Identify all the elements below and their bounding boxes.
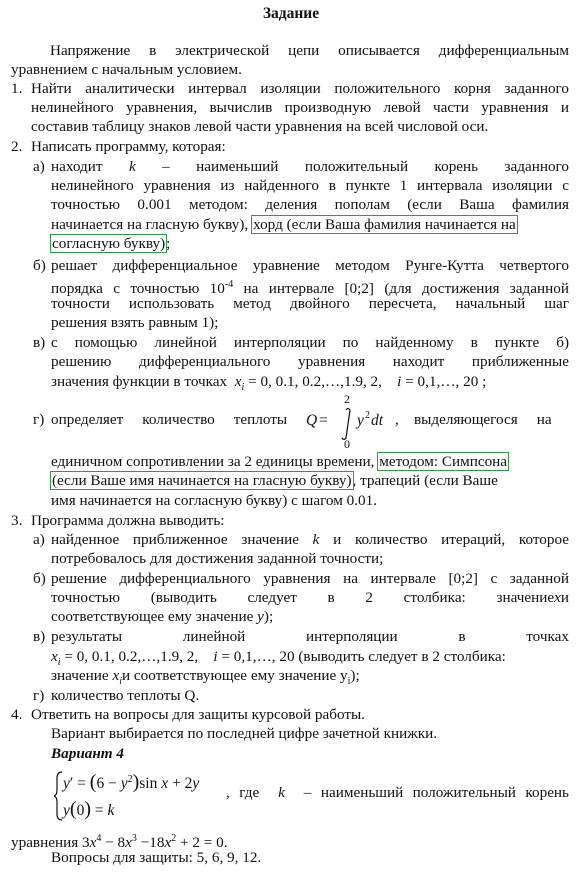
task2-d-line-2 bbox=[51, 452, 508, 471]
svg-text:2: 2 bbox=[344, 392, 350, 406]
task2-a-line-1: находит k – наименьший положительный корень заданного bbox=[51, 158, 569, 175]
task3-a-line-2: потребовалось для достижения заданной точности; bbox=[51, 550, 384, 567]
task2-d-line-4: имя начинается на согласную букву) с шагом 0.01. bbox=[51, 492, 378, 509]
task2-a-line-3: точностью 0.001 методом: деления пополам (если Ваша фамилия bbox=[51, 196, 569, 213]
equation-prefix: уравнения bbox=[11, 834, 79, 851]
variant-label: Вариант 4 bbox=[51, 745, 124, 762]
task2-c-line-3: значения функции в точках $x_i = 0$, 0.1, 0.2,…,1.9, 2, i = 0,1,…, 20 ; bbox=[51, 373, 487, 394]
task2-d-line-1a: определяет количество теплоты bbox=[51, 411, 288, 428]
task2-c-letter: в) bbox=[33, 334, 46, 351]
task2-d-line-1b: , выделяющегося на bbox=[395, 411, 552, 428]
task2-d-line-3b: , трапеций (если Ваше bbox=[352, 472, 498, 489]
svg-text:y′ = (6 − y2)sin x + 2y: $y' = (6 - y^2)\sin$ x + 2y bbox=[63, 771, 200, 793]
item-1-number: 1. bbox=[11, 80, 23, 97]
task3-d-letter: г) bbox=[33, 687, 45, 704]
task2-a-letter: а) bbox=[33, 158, 45, 175]
task3-c-line-2: $x_i = 0$, 0.1, 0.2,…,1.9, 2, i = 0,1,…, 20 (выводить следует в 2 столбика: bbox=[51, 648, 506, 669]
task2-b-line-4: решения взять равным 1); bbox=[51, 314, 219, 331]
item-4-number: 4. bbox=[11, 706, 23, 723]
document-title: Задание bbox=[262, 5, 320, 22]
ode-system-formula bbox=[54, 770, 224, 822]
svg-text:y: y bbox=[357, 412, 364, 429]
svg-text:=: = bbox=[319, 412, 328, 429]
intro-line-2: уравнением с начальным условием. bbox=[11, 61, 242, 78]
svg-text:0: 0 bbox=[344, 437, 350, 450]
task2-b-letter: б) bbox=[33, 257, 46, 274]
defense-questions: Вопросы для защиты: 5, 6, 9, 12. bbox=[51, 849, 262, 866]
task2-b-line-2b: на интервале [0;2] (для достижения заданной bbox=[233, 280, 569, 297]
task3-a-letter: а) bbox=[33, 531, 45, 548]
task2-c-line-2: решению дифференциального уравнения находит приближенные bbox=[51, 353, 569, 370]
svg-text:2: 2 bbox=[365, 410, 370, 421]
highlight-simpson-method-1: методом: Симпсона bbox=[379, 453, 508, 470]
svg-text:dt: dt bbox=[371, 412, 384, 429]
highlight-simpson-method-2: (если Ваше имя начинается на гласную букву) bbox=[52, 472, 352, 489]
task3-c-line-1: результаты линейной интерполяции в точках bbox=[51, 628, 569, 645]
task2-a-line-4 bbox=[51, 215, 517, 234]
intro-line-1: Напряжение в электрической цепи описывается дифференциальным bbox=[50, 42, 569, 59]
highlight-chord-method-1: хорд (если Ваша фамилия начинается на bbox=[253, 216, 516, 233]
task2-b-line-1: решает дифференциальное уравнение методом Рунге-Кутта четвертого bbox=[51, 257, 569, 274]
task2-d-line-2a: единичном сопротивлении за 2 единицы времени, bbox=[51, 453, 375, 470]
task3-b-line-3: соответствующее ему значение y); bbox=[51, 608, 274, 625]
item-2-text: Написать программу, которая: bbox=[31, 138, 226, 155]
item-3-number: 3. bbox=[11, 512, 23, 529]
heat-integral-formula bbox=[306, 390, 406, 450]
task2-b-line-2a: порядка с точностью 10 bbox=[51, 280, 225, 297]
task2-a-line-5b: ; bbox=[166, 235, 171, 252]
ode-where-text: , где k – наименьший положительный корень bbox=[226, 784, 569, 801]
task3-a-line-1: найденное приближенное значение k и количество итераций, которое bbox=[51, 531, 569, 548]
variant-note: Вариант выбирается по последней цифре зачетной книжки. bbox=[51, 725, 437, 742]
task2-a-line-2: нелинейного уравнения из найденного в пункте 1 интервала изоляции с bbox=[51, 177, 569, 194]
task3-b-line-1: решение дифференциального уравнения на интервале [0;2] с заданной bbox=[51, 570, 569, 587]
task2-a-line-5 bbox=[51, 234, 170, 253]
item-4-text: Ответить на вопросы для защиты курсовой работы. bbox=[31, 706, 365, 723]
task2-b-line-3: точности использовать метод двойного пересчета, начальный шаг bbox=[51, 295, 569, 312]
item-2-number: 2. bbox=[11, 138, 23, 155]
svg-text:Q: Q bbox=[306, 412, 318, 429]
task2-c-line-1: с помощью линейной интерполяции по найденному в пункте б) bbox=[51, 334, 569, 351]
svg-text:y(0) = k: y(0) = k bbox=[63, 798, 115, 820]
task3-d-line-1: количество теплоты Q. bbox=[51, 687, 200, 704]
task3-c-line-2b: (выводить следует в 2 столбика: bbox=[298, 648, 506, 665]
task2-d-line-3 bbox=[51, 471, 498, 490]
highlight-chord-method-2: согласную букву) bbox=[52, 235, 166, 252]
item-1-text: Найти аналитически интервал изоляции положительного корня заданного нелинейного уравнения, вычислив производную левой части уравнения и составив таблицу знаков левой части уравнения на всей числовой оси. bbox=[31, 80, 569, 136]
task3-b-line-2: точностью (выводить следует в 2 столбика: значениеxи bbox=[51, 589, 569, 606]
task3-c-letter: в) bbox=[33, 628, 46, 645]
task2-d-letter: г) bbox=[33, 411, 45, 428]
task3-c-line-3: значение $x_iи$ соответствующее ему значение $y_i$); bbox=[51, 667, 360, 688]
task2-c-line-3a: значения функции в точках bbox=[51, 373, 228, 390]
item-3-text: Программа должна выводить: bbox=[31, 512, 225, 529]
task2-b-exponent: -4 bbox=[224, 279, 234, 290]
task2-a-line-4a: начинается на гласную букву), bbox=[51, 216, 249, 233]
nonlinear-equation-line: уравнения $3x^4 - 8x^3 -18x^2 + 2 = 0$. bbox=[11, 833, 228, 851]
task3-b-letter: б) bbox=[33, 570, 46, 587]
